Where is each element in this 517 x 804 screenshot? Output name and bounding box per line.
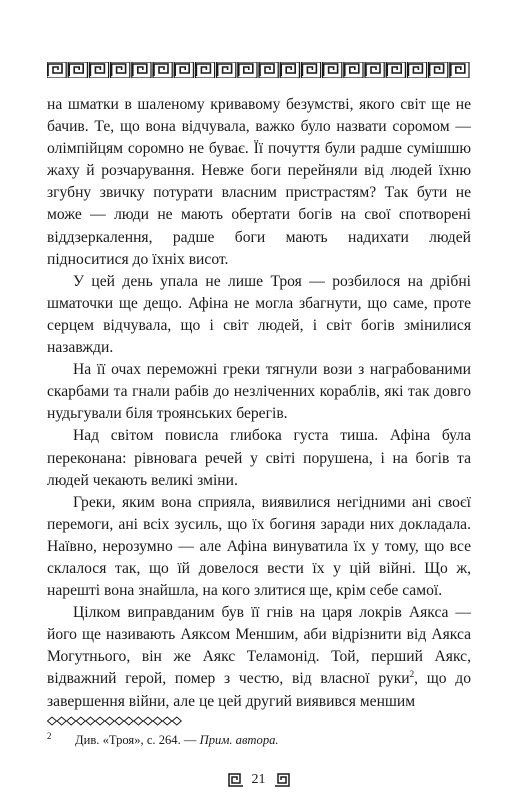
divider-diamond — [86, 717, 95, 725]
footnote-text: Див. «Троя», с. 264. — — [75, 733, 200, 747]
greek-key-right-ornament — [274, 773, 290, 787]
divider-diamond — [153, 717, 162, 725]
greek-key-unit — [408, 64, 422, 76]
paragraph-6-text-cont: , що до завершення війни, але це цей другий виявився меншим — [47, 670, 471, 710]
divider-diamond — [124, 717, 133, 725]
greek-key-unit — [196, 64, 210, 76]
greek-key-unit — [218, 64, 232, 76]
footnote-ref[interactable]: 2 — [409, 669, 415, 680]
paragraph-2: У цей день упала не лише Троя — розбилося на дрібні шматочки ще дещо. Афіна не могла збагнути, що саме, проте серцем відчувала, що і світ людей, і світ богів змінилися назавжди. — [47, 272, 471, 357]
greek-key-unit — [112, 64, 126, 76]
greek-key-border-top — [47, 62, 471, 78]
paragraph-1: на шматки в шаленому кривавому безумстві, якого світ ще не бачив. Те, що вона відчувала, важко було назвати соромом — олімпійцям соромно не буває. Її почуття були радше сумішшю жаху й розчарування. Невже боги перейняли від людей їхню згубну звичку потурати власним пристрастям? Так бути не може — люди не мають обертати богів на свої спотворені віддзеркалення, радше боги мають надихати людей підноситися до їхніх висот. — [47, 96, 471, 268]
greek-key-unit — [48, 64, 62, 76]
greek-key-unit — [451, 64, 465, 76]
greek-key-left-ornament — [228, 773, 244, 787]
page-number: 21 — [251, 772, 266, 787]
divider-diamond — [76, 717, 85, 725]
divider-diamond — [172, 717, 181, 725]
footnote-divider-diamonds — [47, 716, 187, 726]
divider-diamond — [115, 717, 124, 725]
divider-diamond — [57, 717, 66, 725]
divider-diamond — [144, 717, 153, 725]
divider-diamond — [105, 717, 114, 725]
greek-key-unit — [281, 64, 295, 76]
divider-diamond — [163, 717, 172, 725]
greek-key-unit — [90, 64, 104, 76]
greek-key-unit — [260, 64, 274, 76]
greek-key-unit — [324, 64, 338, 76]
paragraph-5: Греки, яким вона сприяла, виявилися негідними ані своєї перемоги, ані всіх зусиль, що їх богиня заради них докладала. Наївно, нерозумно — але Афіна винуватила їх у тому, що все склалося так, що їй довелося вести їх у цій війні. Що ж, нарешті вона знайшла, на кого злитися ще, крім себе самої. — [47, 493, 471, 600]
divider-diamond — [96, 717, 105, 725]
divider-diamond — [134, 717, 143, 725]
greek-key-unit — [239, 64, 253, 76]
divider-diamond — [67, 717, 76, 725]
page-footer — [0, 772, 517, 794]
greek-key-unit — [387, 64, 401, 76]
greek-key-unit — [366, 64, 380, 76]
greek-key-unit — [430, 64, 444, 76]
greek-key-unit — [175, 64, 189, 76]
footnote: 2 Див. «Троя», с. 264. — Прим. автора. — [47, 730, 279, 747]
body-text — [47, 94, 471, 713]
greek-key-unit — [133, 64, 147, 76]
greek-key-unit — [345, 64, 359, 76]
paragraph-6 — [47, 602, 471, 712]
paragraph-4: Над світом повисла глибока густа тиша. Афіна була переконана: рівновага речей у світі порушена, і на богів та людей чекають великі зміни. — [47, 427, 471, 489]
divider-diamond — [48, 717, 57, 725]
greek-key-unit — [154, 64, 168, 76]
greek-key-unit — [302, 64, 316, 76]
paragraph-3: На її очах переможні греки тягнули вози з награбованими скарбами та гнали рабів до незліченних кораблів, які так довго нудьгували біля троянських берегів. — [47, 361, 471, 423]
greek-key-unit — [69, 64, 83, 76]
paragraph-6-text: Цілком виправданим був її гнів на царя локрів Аякса — його ще називають Аяксом Меншим, аби відрізнити від Аякса Могутнього, він же Аякс Теламонід. Той, перший Аякс, відважний герой, помер з честю, від власної руки — [47, 604, 471, 688]
footnote-author-note: Прим. автора. — [199, 733, 279, 747]
